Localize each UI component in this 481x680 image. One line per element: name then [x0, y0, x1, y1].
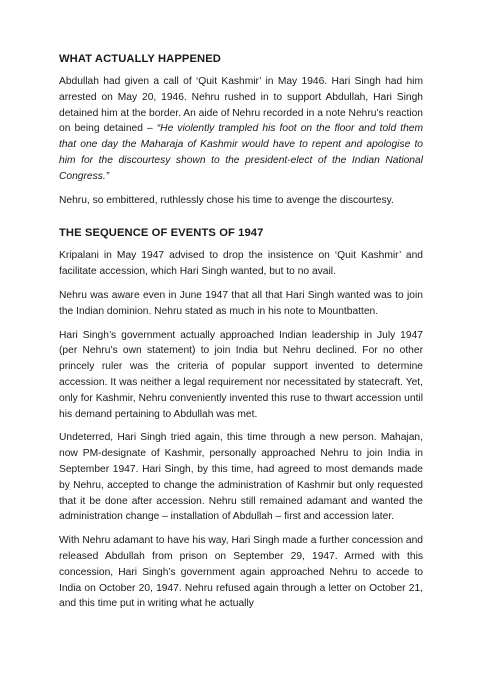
paragraph-release-abdullah: With Nehru adamant to have his way, Hari Singh made a further concession and released Abdullah from prison on September 29, 1947. Armed with this concession, Hari Singh’s government again approached Nehru to accede to India on October 20, 1947. Nehru refused again through a letter on October 21, and this time put in writing what he actually	[59, 535, 423, 610]
paragraph-text: Abdullah had given a call of ‘Quit Kashmir’ in May 1946. Hari Singh had him arrested on May 20, 1946. Nehru rushed in to support Abdullah, Hari Singh detained him at the border. An aide of Nehru recorded in a note Nehru’s reaction on being detained –	[59, 76, 423, 135]
paragraph-june-1947: Nehru was aware even in June 1947 that all that Hari Singh wanted was to join the Indian dominion. Nehru stated as much in his note to Mountbatten.	[59, 289, 423, 317]
paragraph-kripalani: Kripalani in May 1947 advised to drop the insistence on ‘Quit Kashmir’ and facilitate accession, which Hari Singh wanted, but to no avail.	[59, 250, 423, 278]
section-heading-sequence-1947: THE SEQUENCE OF EVENTS OF 1947	[59, 227, 264, 240]
paragraph-embittered: Nehru, so embittered, ruthlessly chose his time to avenge the discourtesy.	[59, 194, 394, 206]
section-heading-what-actually-happened: WHAT ACTUALLY HAPPENED	[59, 53, 221, 65]
paragraph-mahajan: Undeterred, Hari Singh tried again, this time through a new person. Mahajan, now PM-designate of Kashmir, personally approached Nehru to join India in September 1947. Hari Singh, by this time, had agreed to most demands made by Nehru, accepted to change the administration of Kashmir but only requested that it be done after accession. Nehru still remained adamant and wanted the administration change – installation of Abdullah – first and accession later.	[59, 432, 423, 523]
paragraph-july-1947: Hari Singh’s government actually approached Indian leadership in July 1947 (per Nehru’s own statement) to join India but Nehru declined. For no other princely ruler was the criteria of popular support invented to determine accession. It was neither a legal requirement nor necessitated by statecraft. Yet, only for Kashmir, Nehru conveniently invented this ruse to thwart accession until his demand pertaining to Abdullah was met.	[59, 329, 423, 420]
nehru-quote: “He violently trampled his foot on the floor and told them that one day the Maharaja of Kashmir would have to repent and apologise to him for the discourtesy shown to the president-elect of the Indian National Congress.”	[59, 123, 424, 182]
paragraph-quit-kashmir	[59, 74, 423, 185]
document-page	[59, 52, 423, 620]
